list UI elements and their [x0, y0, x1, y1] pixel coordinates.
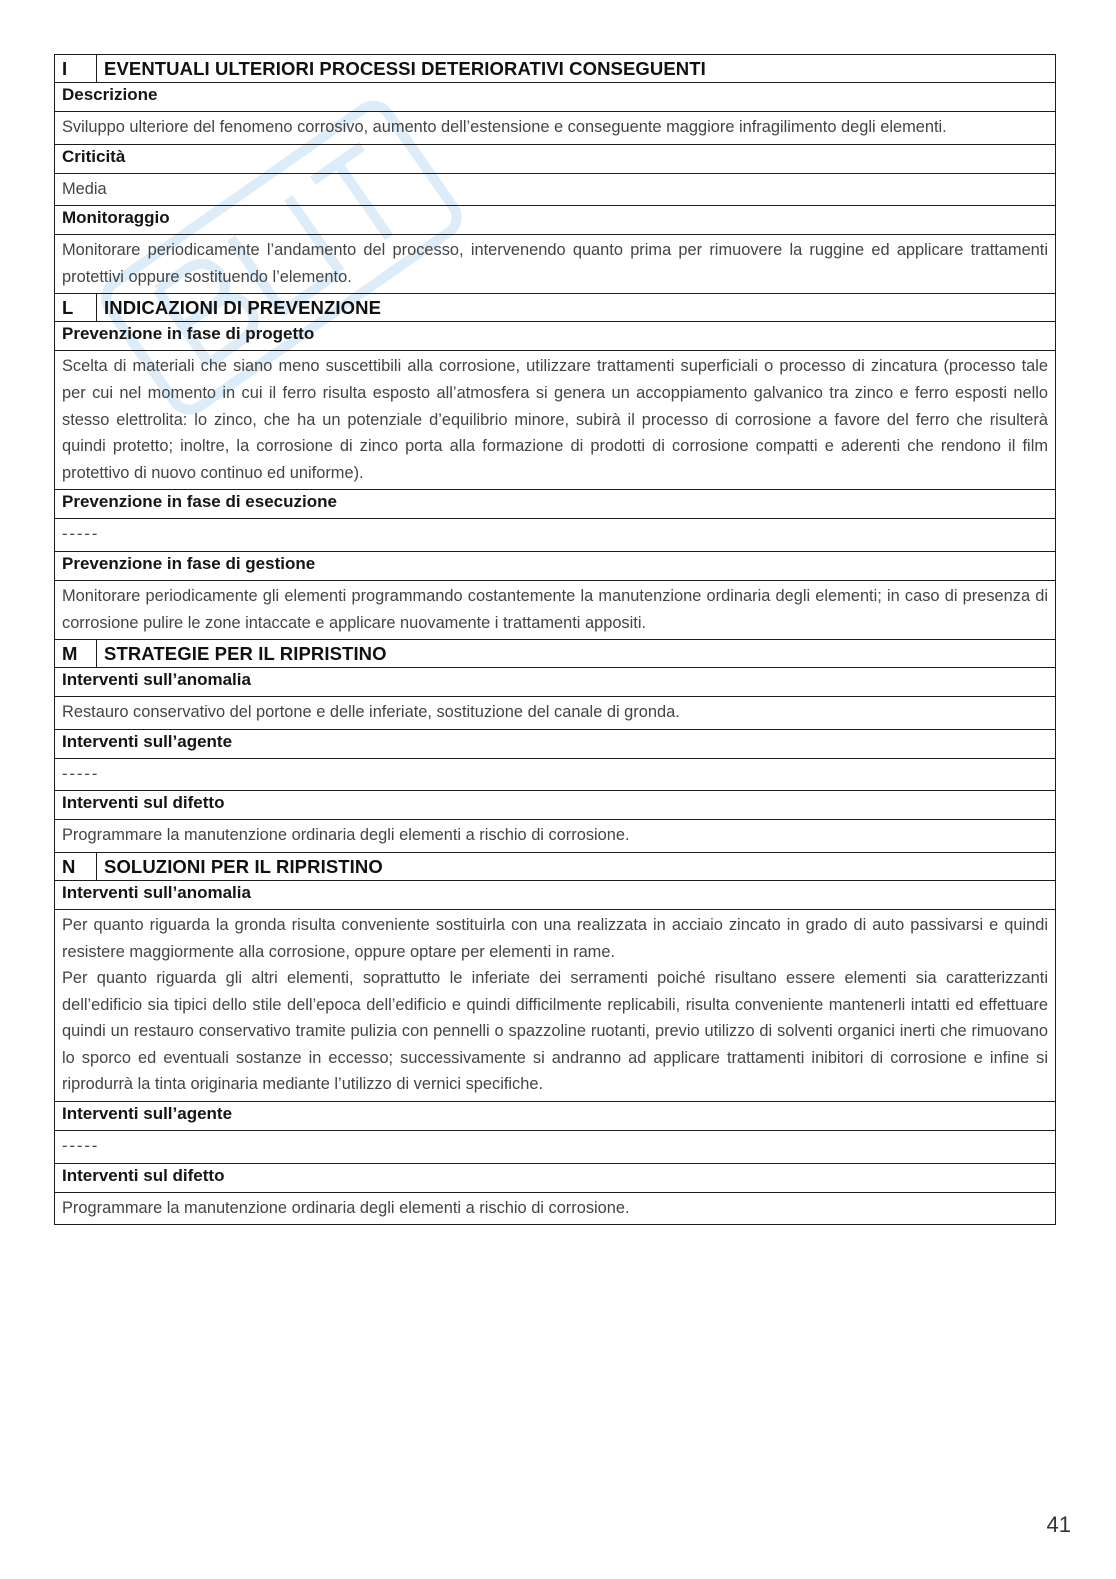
section-i-title: EVENTUALI ULTERIORI PROCESSI DETERIORATIVI CONSEGUENTI [97, 55, 1056, 83]
prevenzione-progetto-label: Prevenzione in fase di progetto [55, 322, 1056, 351]
section-n-header [55, 852, 1056, 880]
descrizione-label: Descrizione [55, 83, 1056, 112]
deterioration-sheet-table [54, 54, 1056, 1225]
section-m-letter: M [55, 640, 97, 668]
prevenzione-gestione-text: Monitorare periodicamente gli elementi programmando costantemente la manutenzione ordinaria degli elementi; in caso di presenza di corrosione pulire le zone intaccate e applicare nuovamente i trattamenti appositi. [55, 580, 1056, 639]
prevenzione-esecuzione-label: Prevenzione in fase di esecuzione [55, 490, 1056, 519]
soluzioni-anomalia-paragraph-1: Per quanto riguarda la gronda risulta conveniente sostituirla con una realizzata in acciaio zincato in grado di auto passivarsi e quindi resistere maggiormente alla corrosione, oppure optare per elementi in rame. [62, 915, 1048, 961]
criticita-text: Media [55, 173, 1056, 206]
soluzioni-agente-text: ----- [55, 1131, 1056, 1164]
prevenzione-progetto-text: Scelta di materiali che siano meno suscettibili alla corrosione, utilizzare trattamenti superficiali o processo di zincatura (processo tale per cui nel momento in cui il ferro risulta esposto all’atmosfera si genera un accoppiamento galvanico tra zinco e ferro esposti nello stesso elettrolita: lo zinco, che ha un potenziale d’equilibrio minore, subirà il processo di corrosione a favore del ferro che risulterà quindi protetto; inoltre, la corrosione di zinco porta alla formazione di prodotti di corrosione compatti e aderenti che rendono il film protettivo di nuovo continuo ed uniforme). [55, 351, 1056, 490]
section-m-title: STRATEGIE PER IL RIPRISTINO [97, 640, 1056, 668]
soluzioni-anomalia-paragraph-2: Per quanto riguarda gli altri elementi, soprattutto le inferiate dei serramenti poiché risultano essere elementi sia caratterizzanti dell’edificio sia tipici dello stile dell’epoca dell’edificio e quindi difficilmente replicabili, risulta conveniente mantenerli intatti ed effettuare quindi un restauro conservativo tramite pulizia con pennelli o spazzoline ruotanti, previo utilizzo di solventi organici inerti che rimuovano lo sporco ed eventuali sostanze in eccesso; successivamente si andranno ad applicare trattamenti inibitori di corrosione e infine si riprodurrà la tinta originaria mediante l’utilizzo di vernici specifiche. [62, 969, 1048, 1094]
soluzioni-agente-label: Interventi sull’agente [55, 1102, 1056, 1131]
strategie-anomalia-label: Interventi sull’anomalia [55, 668, 1056, 697]
criticita-label: Criticità [55, 144, 1056, 173]
strategie-agente-text: ----- [55, 758, 1056, 791]
section-l-header [55, 294, 1056, 322]
soluzioni-difetto-label: Interventi sul difetto [55, 1163, 1056, 1192]
section-l-title: INDICAZIONI DI PREVENZIONE [97, 294, 1056, 322]
page-number: 41 [1046, 1512, 1071, 1537]
section-m-header [55, 640, 1056, 668]
section-n-title: SOLUZIONI PER IL RIPRISTINO [97, 852, 1056, 880]
section-i-letter: I [55, 55, 97, 83]
strategie-difetto-text: Programmare la manutenzione ordinaria degli elementi a rischio di corrosione. [55, 820, 1056, 853]
strategie-difetto-label: Interventi sul difetto [55, 791, 1056, 820]
section-n-letter: N [55, 852, 97, 880]
prevenzione-esecuzione-text: ----- [55, 519, 1056, 552]
strategie-anomalia-text: Restauro conservativo del portone e delle inferiate, sostituzione del canale di gronda. [55, 697, 1056, 730]
descrizione-text: Sviluppo ulteriore del fenomeno corrosivo, aumento dell’estensione e conseguente maggiore infragilimento degli elementi. [55, 112, 1056, 145]
monitoraggio-text: Monitorare periodicamente l’andamento del processo, intervenendo quanto prima per rimuovere la ruggine ed applicare trattamenti protettivi oppure sostituendo l’elemento. [55, 235, 1056, 294]
section-i-header [55, 55, 1056, 83]
section-l-letter: L [55, 294, 97, 322]
soluzioni-difetto-text: Programmare la manutenzione ordinaria degli elementi a rischio di corrosione. [55, 1192, 1056, 1225]
prevenzione-gestione-label: Prevenzione in fase di gestione [55, 551, 1056, 580]
monitoraggio-label: Monitoraggio [55, 206, 1056, 235]
strategie-agente-label: Interventi sull’agente [55, 729, 1056, 758]
soluzioni-anomalia-text [55, 909, 1056, 1101]
soluzioni-anomalia-label: Interventi sull’anomalia [55, 880, 1056, 909]
